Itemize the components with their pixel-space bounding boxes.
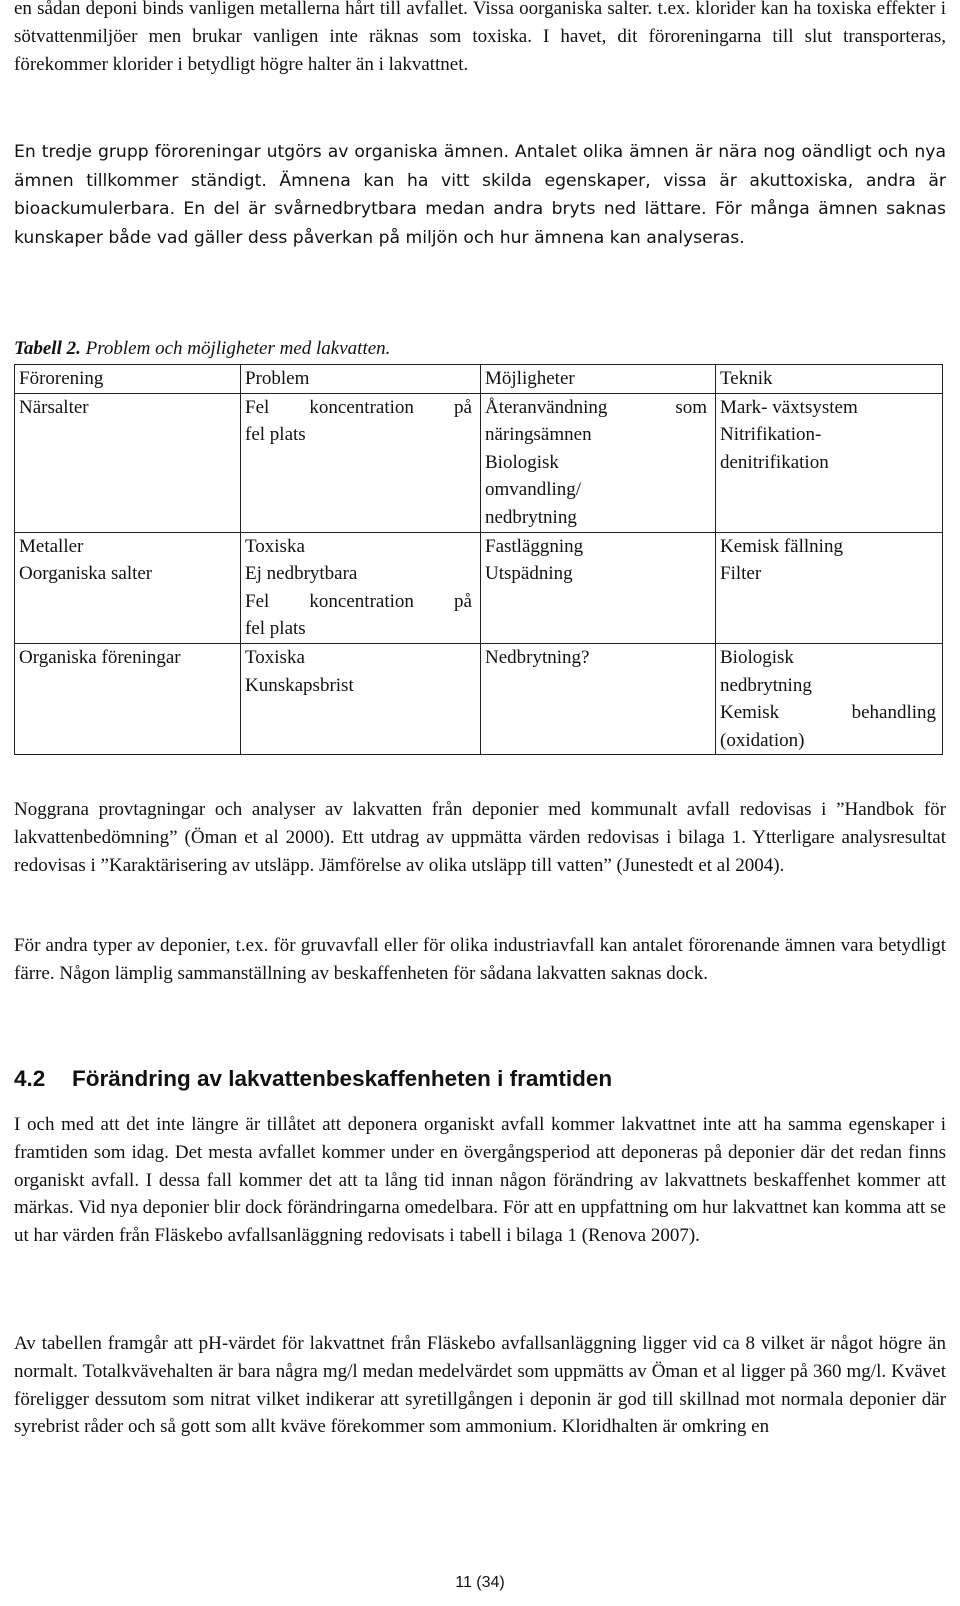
cell-line: Toxiska xyxy=(245,535,305,557)
table-cell xyxy=(481,393,716,532)
cell-line: (oxidation) xyxy=(720,729,805,751)
table-header-row xyxy=(15,365,943,394)
table-caption-text: Problem och möjligheter med lakvatten. xyxy=(80,338,391,359)
table-cell xyxy=(241,532,481,643)
cell-line: Oorganiska salter xyxy=(19,563,153,585)
table-cell xyxy=(716,532,943,643)
cell-line: nedbrytning xyxy=(485,506,577,528)
table-cell xyxy=(481,532,716,643)
cell-line: Utspädning xyxy=(485,563,573,585)
table-cell xyxy=(15,393,241,532)
paragraph-future-leachate: I och med att det inte längre är tillåtet att deponera organiskt avfall kommer lakvattnet inte att ha samma egenskaper i framtiden som idag. Det mesta avfallet kommer under en övergångsperiod att deponeras på deponier där det redan finns organiskt avfall. I dessa fall kommer det att ta lång tid innan någon förändring av lakvattnets beskaffenhet kommer att märkas. Vid nya deponier blir dock förändringarna omedelbara. För att en uppfattning om hur lakvattnet kan komma att se ut har värden från Fläskebo avfallsanläggning redovisats i tabell i bilaga 1 (Renova 2007). xyxy=(14,1114,946,1247)
cell-line: Filter xyxy=(720,563,762,585)
cell-line: nedbrytning xyxy=(720,674,812,696)
header-pollution: Förorening xyxy=(15,365,241,394)
cell-line: fel plats xyxy=(245,618,306,640)
table-row xyxy=(15,393,943,532)
cell-line: Kemisk fällning xyxy=(720,535,843,557)
cell-line: Kemisk behandling xyxy=(720,702,936,724)
section-title: Förändring av lakvattenbeskaffenheten i framtiden xyxy=(72,1066,613,1091)
cell-line: Metaller xyxy=(19,535,84,557)
section-number: 4.2 xyxy=(14,1066,46,1091)
cell-line: fel plats xyxy=(245,424,306,446)
cell-line: näringsämnen xyxy=(485,424,592,446)
paragraph-sampling: Noggrana provtagningar och analyser av lakvatten från deponier med kommunalt avfall redovisas i ”Handbok för lakvattenbedömning” (Öman et al 2000). Ett utdrag av uppmätta värden redovisas i bilaga 1. Ytterligare analysresultat redovisas i ”Karaktärisering av utsläpp. Jämförelse av olika utsläpp till vatten” (Junestedt et al 2004). xyxy=(14,799,946,876)
table-cell xyxy=(15,532,241,643)
cell-line: omvandling/ xyxy=(485,479,582,501)
table-cell xyxy=(15,643,241,754)
table-cell xyxy=(716,643,943,754)
cell-line: Biologisk xyxy=(720,646,794,668)
table-cell xyxy=(241,643,481,754)
page-number: 11 (34) xyxy=(455,1574,505,1591)
table-row xyxy=(15,532,943,643)
table-row xyxy=(15,643,943,754)
problems-possibilities-table xyxy=(14,364,943,755)
table-cell xyxy=(716,393,943,532)
cell-line: Nedbrytning? xyxy=(485,646,590,668)
table-cell xyxy=(241,393,481,532)
cell-line: Biologisk xyxy=(485,451,559,473)
header-possibilities: Möjligheter xyxy=(481,365,716,394)
table-cell xyxy=(481,643,716,754)
cell-line: Toxiska xyxy=(245,646,305,668)
cell-line: Ej nedbrytbara xyxy=(245,563,358,585)
cell-line: Kunskapsbrist xyxy=(245,674,354,696)
table-caption-label: Tabell 2. xyxy=(14,338,81,359)
cell-line: Fel koncentration på xyxy=(245,396,472,418)
header-technique: Teknik xyxy=(716,365,943,394)
cell-line: Fastläggning xyxy=(485,535,584,557)
cell-line: denitrifikation xyxy=(720,451,829,473)
cell-line: Organiska föreningar xyxy=(19,646,181,668)
section-heading xyxy=(14,1066,612,1092)
paragraph-other-landfills: För andra typer av deponier, t.ex. för gruvavfall eller för olika industriavfall kan antalet förorenande ämnen vara betydligt färre. Någon lämplig sammanställning av beskaffenheten för sådana lakvatten saknas dock. xyxy=(14,935,946,984)
cell-line: Nitrifikation- xyxy=(720,424,822,446)
cell-line: Mark- växtsystem xyxy=(720,396,858,418)
cell-line: Närsalter xyxy=(19,396,89,418)
cell-line: Återanvändning som xyxy=(485,396,707,418)
table-caption xyxy=(14,335,390,362)
cell-line: Fel koncentration på xyxy=(245,590,472,612)
paragraph-organic-substances: En tredje grupp föroreningar utgörs av organiska ämnen. Antalet olika ämnen är nära nog oändligt och nya ämnen tillkommer ständigt. Ämnena kan ha vitt skilda egenskaper, vissa är akuttoxiska, andra är bioackumulerbara. En del är svårnedbrytbara medan andra bryts ned lättare. För många ämnen saknas kunskaper både vad gäller dess påverkan på miljön och hur ämnena kan analyseras. xyxy=(14,142,946,248)
paragraph-ph-value: Av tabellen framgår att pH-värdet för lakvattnet från Fläskebo avfallsanläggning ligger vid ca 8 vilket är något högre än normalt. Totalkvävehalten är bara några mg/l medan medelvärdet som uppmätts av Öman et al ligger på 360 mg/l. Kvävet föreligger dessutom som nitrat vilket indikerar att syretillgången i deponin är god till skillnad mot normala deponier där syrebrist råder och så gott som allt kväve förekommer som ammonium. Kloridhalten är omkring en xyxy=(14,1333,946,1438)
paragraph-chlorides: en sådan deponi binds vanligen metallerna hårt till avfallet. Vissa oorganiska salter. t.ex. klorider kan ha toxiska effekter i sötvattenmiljöer men brukar vanligen inte räknas som toxiska. I havet, dit föroreningarna till slut transporteras, förekommer klorider i betydligt högre halter än i lakvattnet. xyxy=(14,0,946,75)
header-problem: Problem xyxy=(241,365,481,394)
